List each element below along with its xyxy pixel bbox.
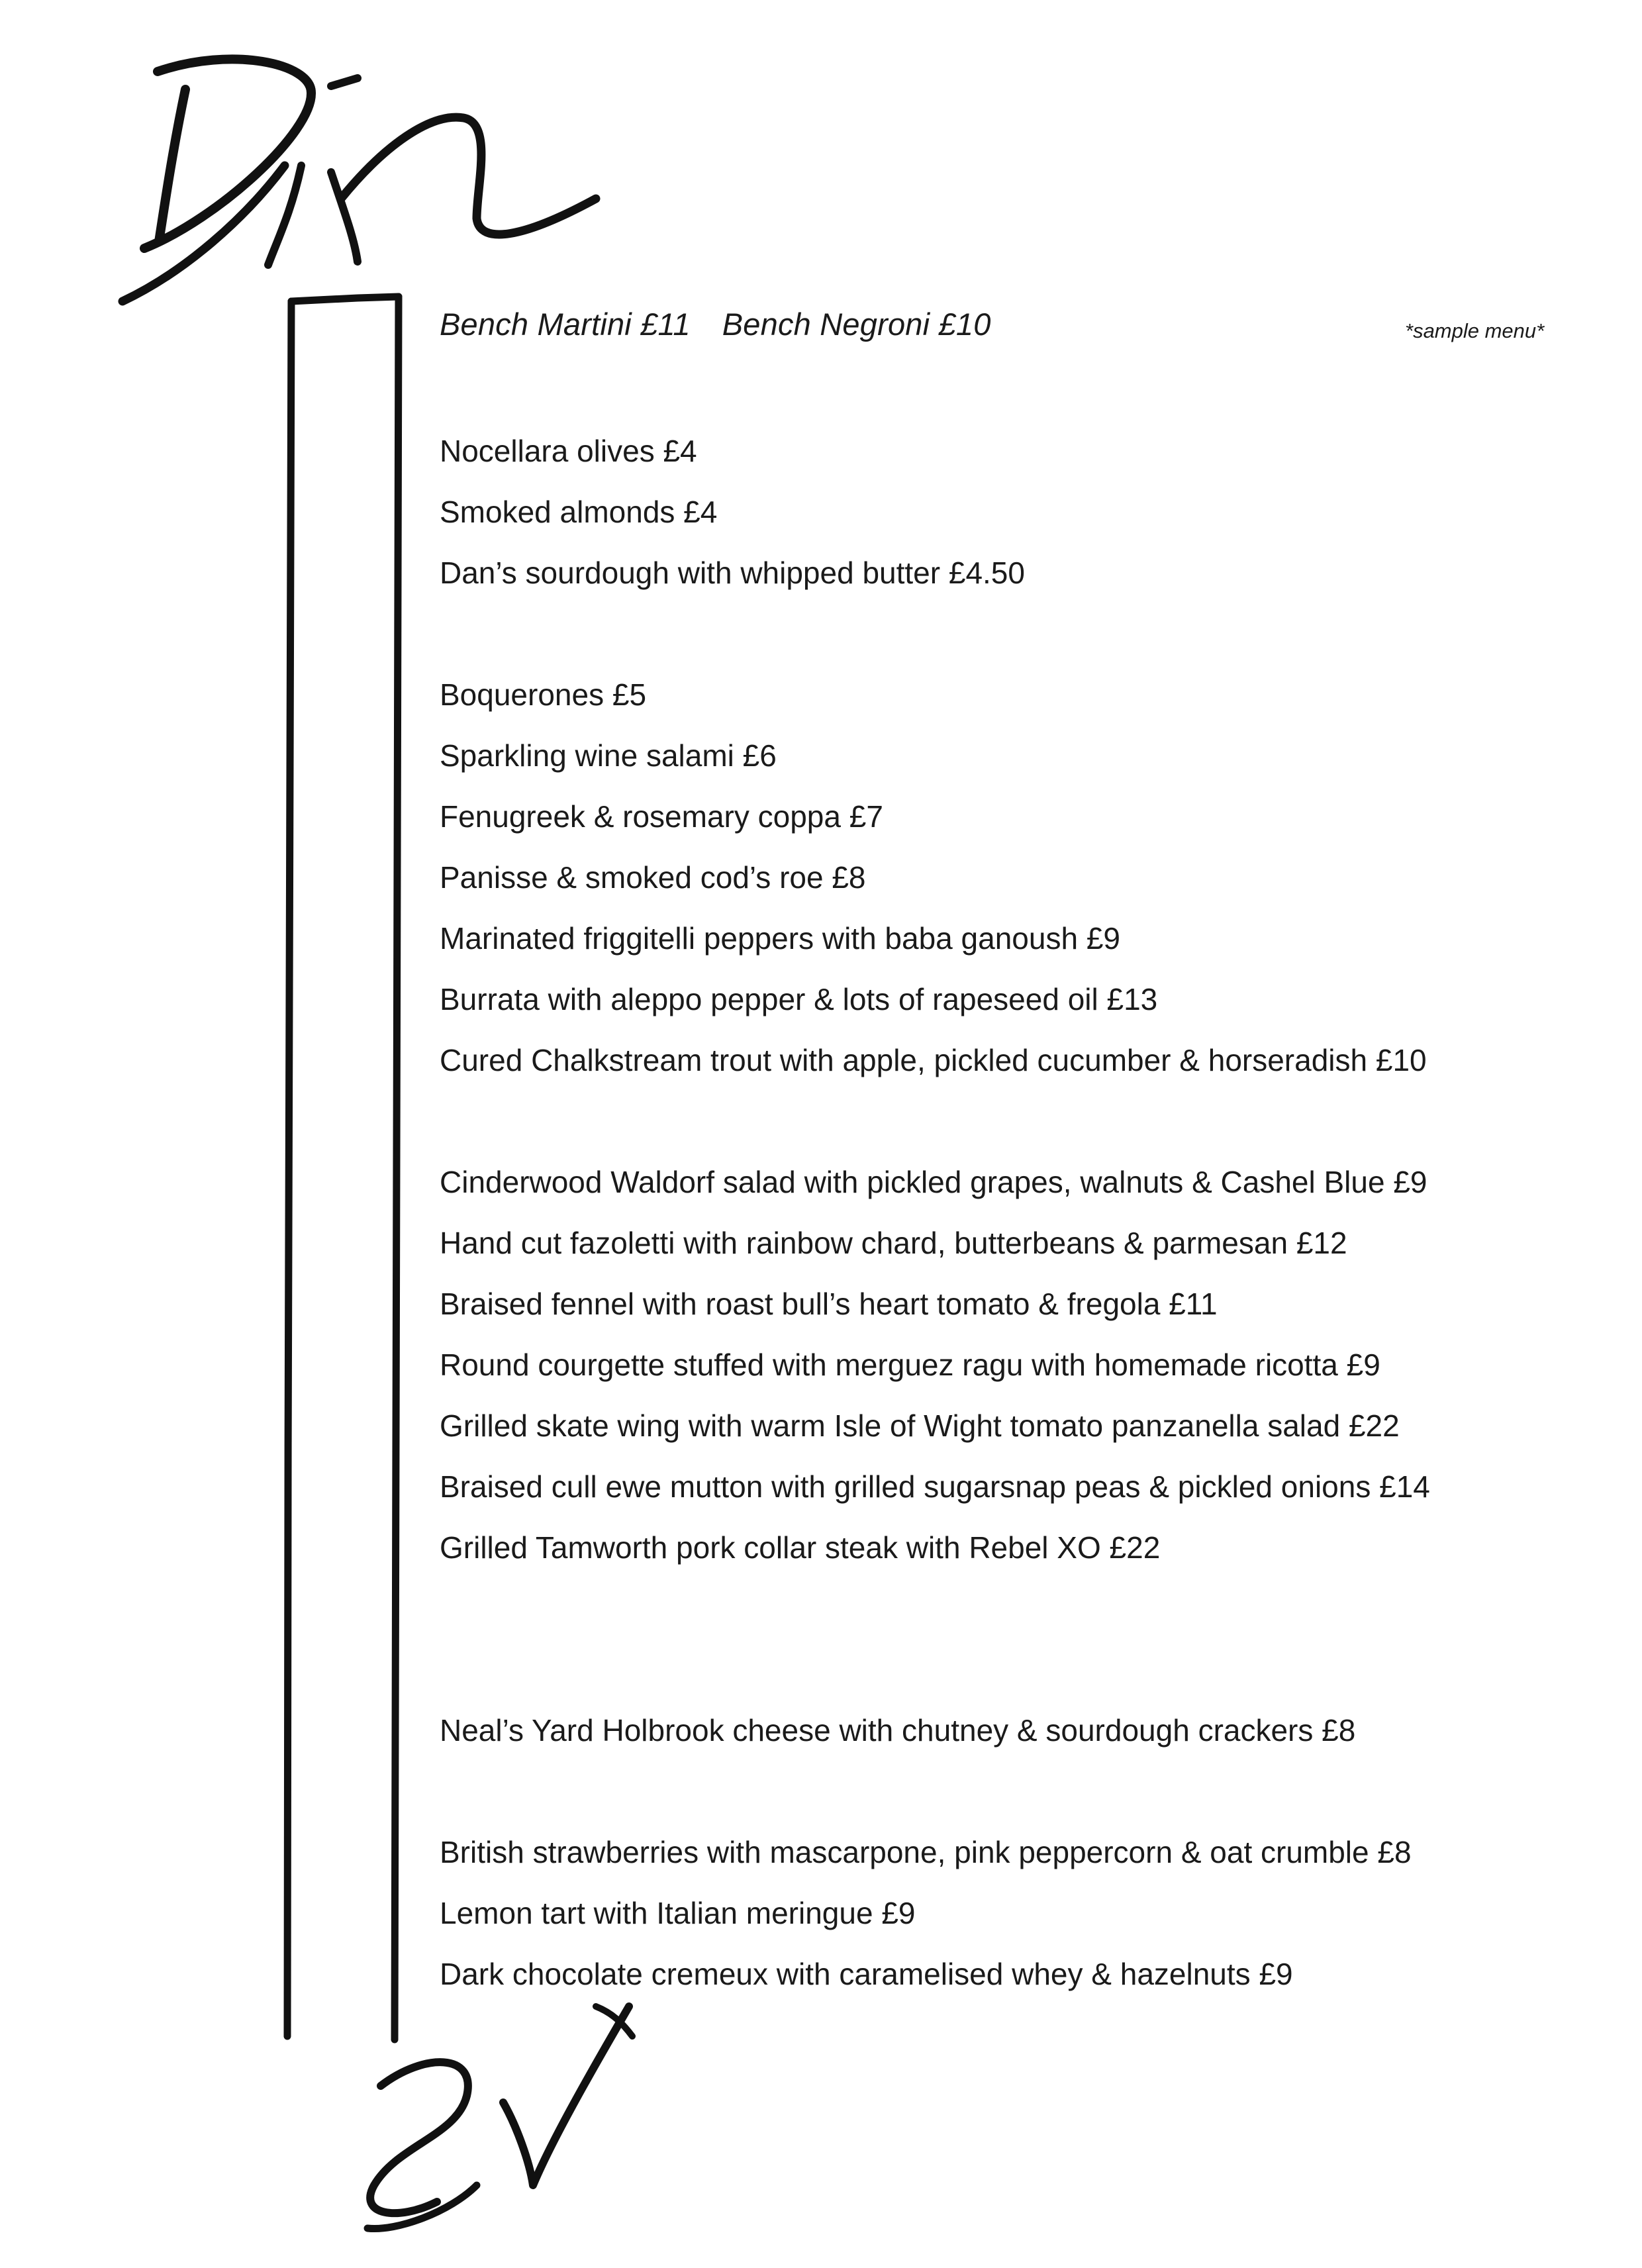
menu-item: Smoked almonds £4 [440,495,718,529]
menu-item: Nocellara olives £4 [440,434,697,468]
drink-bench-negroni: Bench Negroni £10 [722,307,991,342]
menu-item: Cured Chalkstream trout with apple, pickled cucumber & horseradish £10 [440,1043,1427,1077]
sample-menu-note: *sample menu* [1405,319,1545,342]
menu-item: Dan’s sourdough with whipped butter £4.50 [440,556,1025,590]
menu-item: Grilled Tamworth pork collar steak with Rebel XO £22 [440,1530,1161,1565]
menu-item: Boquerones £5 [440,677,647,712]
menu-item: Neal’s Yard Holbrook cheese with chutney & sourdough crackers £8 [440,1713,1356,1748]
menu-item: Marinated friggitelli peppers with baba ganoush £9 [440,921,1120,956]
menu-item: Braised fennel with roast bull’s heart tomato & fregola £11 [440,1287,1218,1321]
menu-item: Panisse & smoked cod’s roe £8 [440,860,866,895]
menu-item: Dark chocolate cremeux with caramelised whey & hazelnuts £9 [440,1957,1293,1991]
menu-item: Lemon tart with Italian meringue £9 [440,1896,916,1930]
menu-item: Grilled skate wing with warm Isle of Wight tomato panzanella salad £22 [440,1408,1400,1443]
menu-item: Cinderwood Waldorf salad with pickled grapes, walnuts & Cashel Blue £9 [440,1165,1427,1199]
menu-item: Braised cull ewe mutton with grilled sugarsnap peas & pickled onions £14 [440,1469,1430,1504]
menu-item: British strawberries with mascarpone, pink peppercorn & oat crumble £8 [440,1835,1412,1869]
menu-item: Round courgette stuffed with merguez ragu with homemade ricotta £9 [440,1348,1380,1382]
menu-item: Hand cut fazoletti with rainbow chard, butterbeans & parmesan £12 [440,1226,1347,1260]
drinks-line [440,306,991,342]
menu-item: Burrata with aleppo pepper & lots of rapeseed oil £13 [440,982,1158,1016]
drink-bench-martini: Bench Martini £11 [440,307,691,342]
menu-item: Sparkling wine salami £6 [440,738,777,773]
menu-item: Fenugreek & rosemary coppa £7 [440,799,883,834]
